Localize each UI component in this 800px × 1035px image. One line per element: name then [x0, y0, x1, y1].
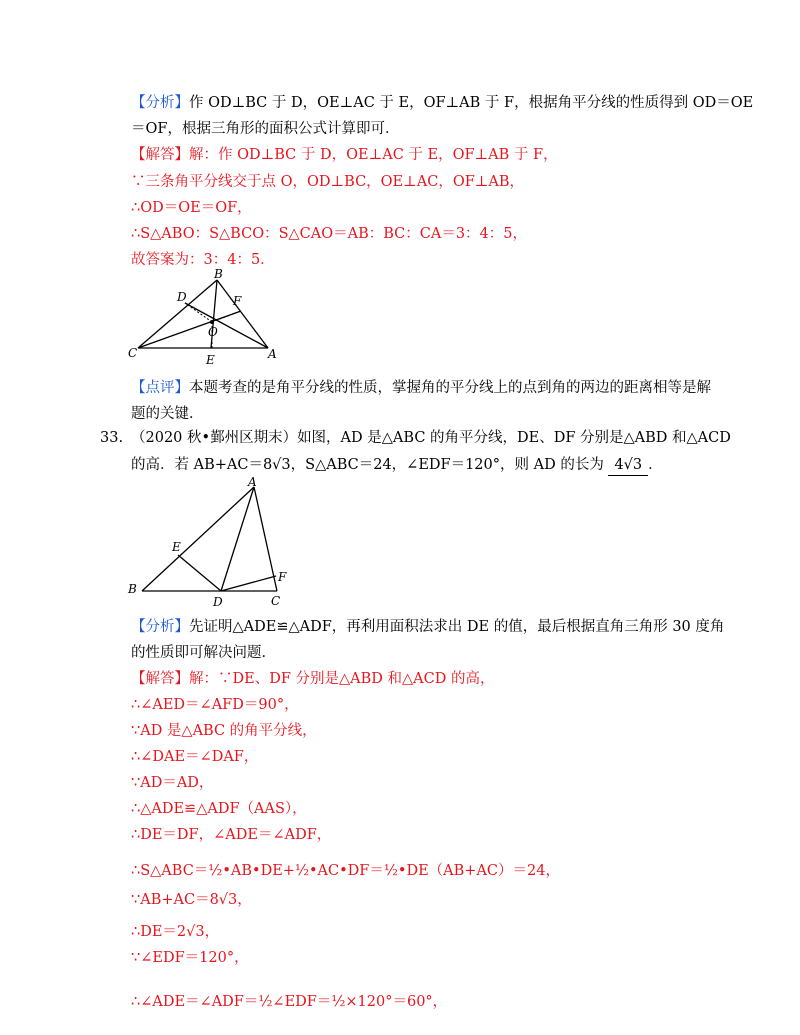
label-A: A: [268, 347, 277, 361]
label-C: C: [128, 346, 138, 360]
analysis-tag: 【分析】: [131, 95, 189, 111]
analysis-text: 先证明△ADE≌△ADF，再利用面积法求出 DE 的值，最后根据直角三角形 30 度角: [189, 619, 725, 635]
comment-tag: 【点评】: [131, 380, 189, 396]
answer-tag: 【解答】: [131, 147, 189, 163]
q33-answer-line10: ∴DE＝2√3，: [131, 924, 220, 940]
comment-text: 本题考查的是角平分线的性质，掌握角的平分线上的点到角的两边的距离相等是解: [189, 380, 711, 396]
q32-answer-line5: 故答案为：3：4：5．: [131, 252, 275, 268]
q33-stem-line1: （2020 秋•鄞州区期末）如图，AD 是△ABC 的角平分线，DE、DF 分别是△ABD 和△ACD: [131, 430, 731, 446]
q33-answer-line5: ∵AD＝AD，: [131, 775, 214, 791]
q33-answer: [131, 669, 494, 689]
q33-triangle-figure: [120, 475, 300, 610]
label-E: E: [206, 353, 215, 367]
q33-analysis: [131, 617, 724, 637]
q33-answer-line9: ∵AB+AC＝8√3，: [131, 892, 252, 908]
analysis-text: 作 OD⊥BC 于 D，OE⊥AC 于 E，OF⊥AB 于 F，根据角平分线的性质得到 OD＝OE: [189, 95, 754, 111]
q32-comment-cont: 题的关键．: [131, 406, 204, 422]
label-D: D: [213, 595, 223, 609]
q32-answer-line2: ∵三条角平分线交于点 O，OD⊥BC，OE⊥AC，OF⊥AB，: [131, 174, 525, 190]
q32-answer: [131, 145, 558, 165]
q33-answer-line4: ∴∠DAE＝∠DAF，: [131, 749, 259, 765]
answer-text: 解：∵DE、DF 分别是△ABD 和△ACD 的高，: [189, 671, 495, 687]
label-F: F: [278, 570, 287, 584]
q33-analysis-cont: 的性质即可解决问题．: [131, 645, 276, 661]
q33-answer-line6: ∴△ADE≌△ADF（AAS），: [131, 801, 307, 817]
q32-answer-line3: ∴OD＝OE＝OF，: [131, 200, 252, 216]
q33-stem-line2: [131, 455, 663, 476]
q32-answer-line4: ∴S△ABO：S△BCO：S△CAO＝AB：BC：CA＝3：4：5，: [131, 226, 528, 242]
q33-answer-line8: ∴S△ABC＝½•AB•DE+½•AC•DF＝½•DE（AB+AC）＝24，: [131, 863, 560, 879]
label-F: F: [233, 294, 242, 308]
label-A: A: [248, 475, 257, 489]
q32-comment: [131, 378, 711, 398]
q33-answer-line7: ∴DE＝DF，∠ADE＝∠ADF，: [131, 827, 332, 843]
q33-answer-line12: ∴∠ADE＝∠ADF＝½∠EDF＝½×120°＝60°，: [131, 994, 448, 1010]
q33-answer-line3: ∵AD 是△ABC 的角平分线，: [131, 723, 317, 739]
stem-end: ．: [648, 457, 663, 473]
q32-analysis-cont: ＝OF，根据三角形的面积公式计算即可．: [131, 121, 400, 137]
label-C: C: [271, 594, 281, 608]
q32-analysis: [131, 93, 753, 113]
label-E: E: [172, 540, 181, 554]
stem-answer: 4√3: [608, 455, 648, 476]
q33-number: 33.: [100, 430, 124, 446]
q33-answer-line11: ∵∠EDF＝120°，: [131, 950, 249, 966]
q33-answer-line2: ∴∠AED＝∠AFD＝90°，: [131, 697, 299, 713]
label-B: B: [214, 268, 223, 281]
answer-text: 解：作 OD⊥BC 于 D，OE⊥AC 于 E，OF⊥AB 于 F，: [189, 147, 558, 163]
label-D: D: [177, 290, 187, 304]
label-O: O: [208, 325, 218, 339]
stem-text: 的高．若 AB+AC＝8√3，S△ABC＝24，∠EDF＝120°，则 AD 的长为: [131, 457, 604, 473]
analysis-tag: 【分析】: [131, 619, 189, 635]
answer-tag: 【解答】: [131, 671, 189, 687]
q32-triangle-figure: [120, 268, 290, 368]
label-B: B: [128, 582, 137, 596]
